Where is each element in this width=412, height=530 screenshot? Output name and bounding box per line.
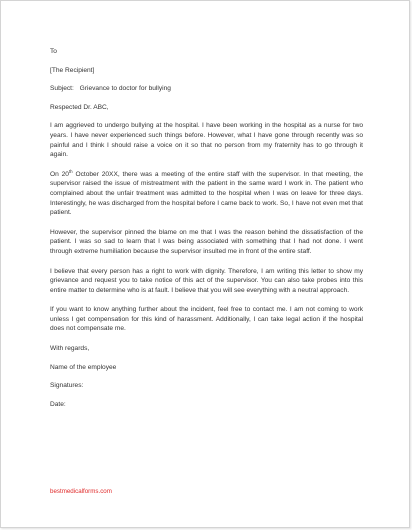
closing: With regards, xyxy=(50,345,90,353)
subject-label: Subject: xyxy=(50,85,74,93)
subject-line xyxy=(50,84,363,94)
paragraph-meeting xyxy=(50,170,363,218)
letter-body xyxy=(50,47,363,409)
footer-brand: bestmedicalforms.com xyxy=(50,488,112,495)
salutation: Respected Dr. ABC, xyxy=(50,103,109,111)
date-line: Date: xyxy=(50,400,66,408)
meeting-text: October 20XX, there was a meeting of the entire staff with the supervisor. In that meeting, the supervisor raised the issue of mistreatment with the patient in the same ward I work in. The patient who complained about the unfair treatment was admitted to the hospital when I was on leave for three days. Interestingly, he was discharged from the hospital before I came back to work. So, I have not even met that patient. xyxy=(50,170,363,217)
employee-name: Name of the employee xyxy=(50,363,117,371)
paragraph-dignity: I believe that every person has a right to work with dignity. Therefore, I am writing this letter to show my grievance and request you to take notice of this act of the supervisor. You can also take probes into this entire matter to determine who is at fault. I believe that you will see everything with a neutral approach. xyxy=(50,267,363,294)
meeting-date-prefix: On 20 xyxy=(50,170,69,178)
recipient-line: [The Recipient] xyxy=(50,66,95,74)
to-line: To xyxy=(50,48,57,55)
paragraph-intro: I am aggrieved to undergo bullying at the hospital. I have been working in the hospital as a nurse for two years. I have never experienced such things before. However, what I have gone through recently was so painful and I think I should raise a voice on it so that no person from my fraternity has to go through it again. xyxy=(50,122,363,159)
signatures-line: Signatures: xyxy=(50,382,84,390)
subject-text: Grievance to doctor for bullying xyxy=(79,85,171,93)
paragraph-contact: If you want to know anything further about the incident, feel free to contact me. I am not coming to work unless I get compensation for this kind of harassment. Additionally, I can take legal action if the hospital does not compensate me. xyxy=(50,306,363,333)
meeting-date-superscript: th xyxy=(68,168,73,174)
paragraph-blame: However, the supervisor pinned the blame on me that I was the reason behind the dissatisfaction of the patient. I was so sad to learn that I was being associated with something that I had not done. I went through extreme humiliation because the supervisor insulted me in front of the entire staff. xyxy=(50,228,363,255)
